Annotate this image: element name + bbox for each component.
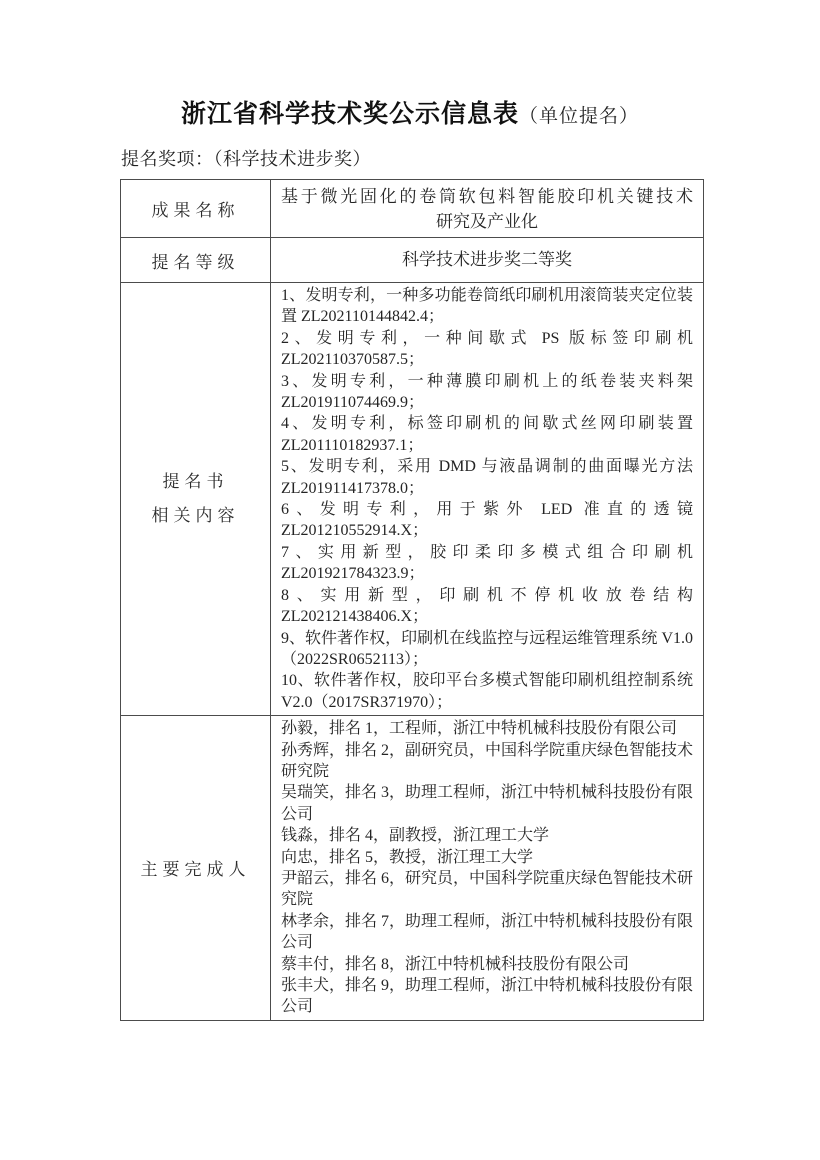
result-name-line-1: 基于微光固化的卷筒软包料智能胶印机关键技术: [281, 186, 693, 206]
completer-item: 张丰犬，排名 9，助理工程师，浙江中特机械科技股份有限公司: [281, 977, 694, 1016]
patent-item: 4、发明专利，标签印刷机的间歇式丝网印刷装置 ZL201110182937.1；: [281, 415, 693, 454]
completer-item: 林孝余，排名 7，助理工程师，浙江中特机械科技股份有限公司: [281, 912, 694, 952]
completers-label: 主要完成人: [121, 716, 271, 1021]
nomination-label-line-1: 提名书: [162, 472, 229, 492]
completer-item: 孙毅，排名 1，工程师，浙江中特机械科技股份有限公司: [281, 720, 678, 738]
result-name-line-2: 研究及产业化: [436, 211, 538, 231]
patent-item: 8、实用新型，印刷机不停机收放卷结构 ZL202121438406.X；: [281, 586, 693, 626]
patent-item: 1、发明专利，一种多功能卷筒纸印刷机用滚筒装夹定位装置 ZL202110144842.4；: [281, 287, 693, 326]
nomination-label-line-2: 相关内容: [151, 506, 240, 526]
patent-item: 3、发明专利，一种薄膜印刷机上的纸卷装夹料架 ZL201911074469.9；: [281, 372, 693, 412]
award-level-value: 科学技术进步奖二等奖: [271, 238, 704, 283]
patent-item: 9、软件著作权，印刷机在线监控与远程运维管理系统 V1.0（2022SR0652113）；: [281, 629, 693, 668]
patent-item: 2、发明专利，一种间歇式 PS 版标签印刷机 ZL202110370587.5；: [281, 329, 693, 369]
row-nomination-content: [121, 283, 704, 716]
row-result-name: [121, 180, 704, 238]
result-name-value: [271, 180, 704, 238]
nomination-content-label: [121, 283, 271, 716]
patent-item: 5、发明专利，采用 DMD 与液晶调制的曲面曝光方法 ZL201911417378.0；: [281, 458, 693, 497]
result-name-label: 成果名称: [121, 180, 271, 238]
award-category-line: 提名奖项：（科学技术进步奖）: [121, 149, 371, 169]
completer-list: [271, 716, 704, 1021]
patent-item: 10、软件著作权，胶印平台多模式智能印刷机组控制系统 V2.0（2017SR371970）；: [281, 672, 693, 711]
patent-list: [271, 283, 704, 716]
completer-item: 孙秀辉，排名 2，副研究员，中国科学院重庆绿色智能技术研究院: [281, 741, 694, 780]
completer-item: 尹韶云，排名 6，研究员，中国科学院重庆绿色智能技术研究院: [281, 869, 694, 909]
page-title-suffix: （单位提名）: [519, 106, 640, 127]
patent-item: 7、实用新型，胶印柔印多模式组合印刷机 ZL201921784323.9；: [281, 543, 693, 583]
completer-item: 蔡丰付，排名 8，浙江中特机械科技股份有限公司: [281, 955, 630, 973]
patent-item: 6、发明专利，用于紫外 LED 准直的透镜 ZL201210552914.X；: [281, 501, 693, 540]
page-title-main: 浙江省科学技术奖公示信息表: [180, 100, 519, 128]
row-award-level: [121, 238, 704, 283]
info-table: [120, 179, 704, 1021]
completer-item: 钱淼，排名 4，副教授，浙江理工大学: [281, 827, 550, 845]
row-main-completers: [121, 716, 704, 1021]
page-title: [0, 0, 820, 130]
award-level-label: 提名等级: [121, 238, 271, 283]
completer-item: 向忠，排名 5，教授，浙江理工大学: [281, 848, 534, 866]
completer-item: 吴瑞笑，排名 3，助理工程师，浙江中特机械科技股份有限公司: [281, 784, 694, 823]
